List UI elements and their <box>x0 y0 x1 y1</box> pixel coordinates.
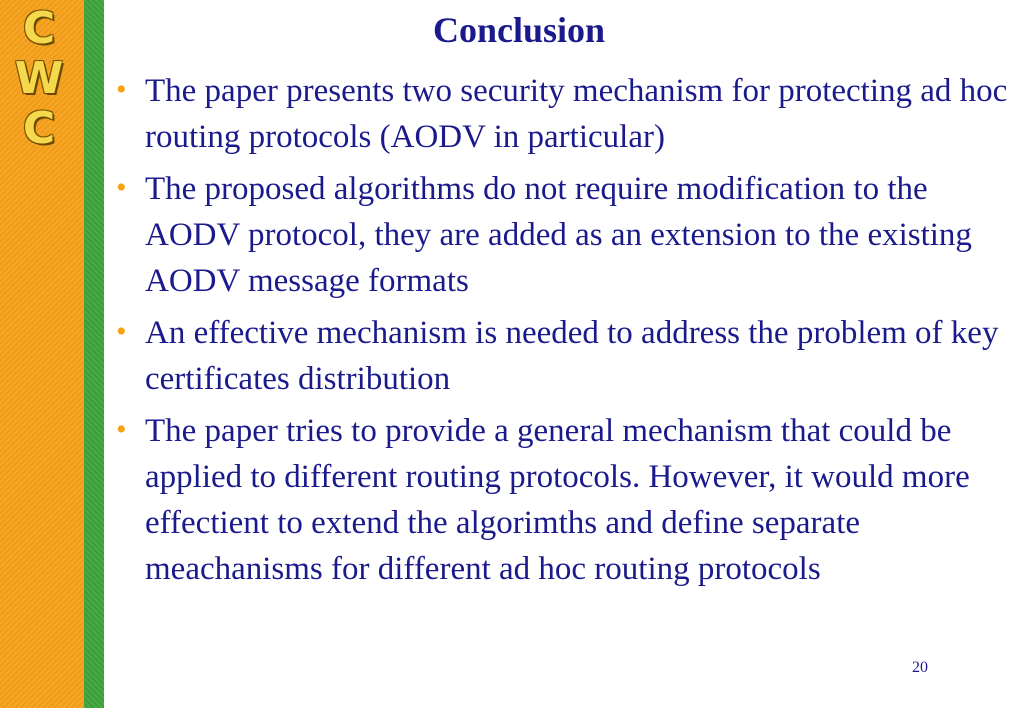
logo-letter-c2: C <box>22 103 56 154</box>
orange-sidebar <box>0 0 84 708</box>
bullet-text: The paper presents two security mechanism for protecting ad hoc routing protocols (AODV in particular) <box>145 73 1008 155</box>
cwc-logo <box>4 4 74 154</box>
bullet-dot-icon: • <box>116 413 127 446</box>
bullet-text: The paper tries to provide a general mechanism that could be applied to different routing protocols. However, it would more effectient to extend the algorimths and define separate meachanisms for different ad hoc routing protocols <box>145 413 970 587</box>
bullet-item <box>116 68 1016 160</box>
page-number: 20 <box>912 659 928 676</box>
bullet-dot-icon: • <box>116 73 127 106</box>
bullet-item <box>116 310 1016 402</box>
green-stripe <box>84 0 104 708</box>
bullet-text: The proposed algorithms do not require modification to the AODV protocol, they are added as an extension to the existing AODV message formats <box>145 171 972 299</box>
bullet-dot-icon: • <box>116 171 127 204</box>
bullet-text: An effective mechanism is needed to address the problem of key certificates distribution <box>145 315 999 397</box>
bullet-list <box>116 68 1016 598</box>
bullet-item <box>116 166 1016 304</box>
logo-letter-w: W <box>14 53 64 104</box>
bullet-dot-icon: • <box>116 315 127 348</box>
logo-letter-c1: C <box>22 3 56 54</box>
bullet-item <box>116 408 1016 592</box>
slide-title: Conclusion <box>432 10 606 50</box>
